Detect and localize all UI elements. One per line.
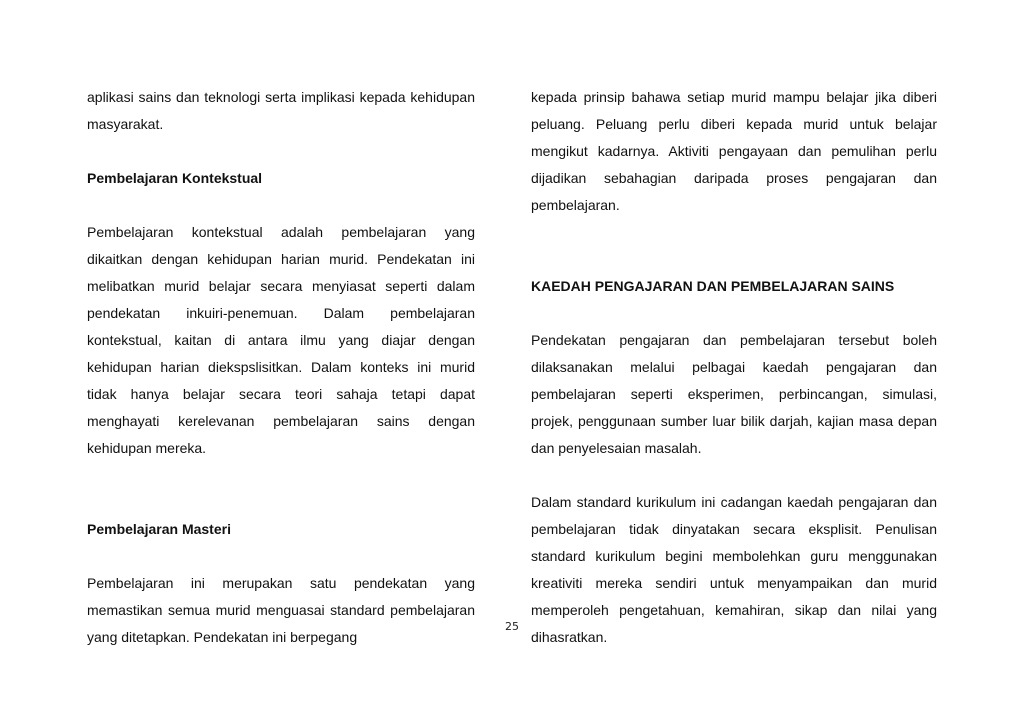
paragraph-kaedah-1: Pendekatan pengajaran dan pembelajaran tersebut boleh dilaksanakan melalui pelbagai kaedah pengajaran dan pembelajaran seperti eksperimen, perbincangan, simulasi, projek, penggunaan sumber luar bilik darjah, kajian masa depan dan penyelesaian masalah. [531,332,937,456]
spacer [87,192,475,219]
paragraph-intro: aplikasi sains dan teknologi serta implikasi kepada kehidupan masyarakat. [87,89,475,132]
heading-kaedah: KAEDAH PENGAJARAN DAN PEMBELAJARAN SAINS [531,278,895,294]
spacer [87,543,475,570]
paragraph-kontekstual: Pembelajaran kontekstual adalah pembelajaran yang dikaitkan dengan kehidupan harian murid. Pendekatan ini melibatkan murid belajar secara menyiasat seperti dalam pendekatan inkuiri-penemuan. Dalam pembelajaran kontekstual, kaitan di antara ilmu yang diajar dengan kehidupan harian diekspslisitkan. Dalam konteks ini murid tidak hanya belajar secara teori sahaja tetapi dapat menghayati kerelevanan pembelajaran sains dengan kehidupan mereka. [87,224,475,456]
right-column [531,84,937,651]
paragraph-kaedah-2: Dalam standard kurikulum ini cadangan kaedah pengajaran dan pembelajaran tidak dinyatakan secara eksplisit. Penulisan standard kurikulum begini membolehkan guru menggunakan kreativiti mereka sendiri untuk menyampaikan dan murid memperoleh pengetahuan, kemahiran, sikap dan nilai yang dihasratkan. [531,494,937,645]
page-number: 25 [505,620,519,633]
paragraph-continuation: kepada prinsip bahawa setiap murid mampu belajar jika diberi peluang. Peluang perlu diberi kepada murid untuk belajar mengikut kadarnya. Aktiviti pengayaan dan pemulihan perlu dijadikan sebahagian daripada proses pengajaran dan pembelajaran. [531,89,937,213]
paragraph-masteri: Pembelajaran ini merupakan satu pendekatan yang memastikan semua murid menguasai standard pembelajaran yang ditetapkan. Pendekatan ini berpegang [87,575,475,645]
heading-kontekstual: Pembelajaran Kontekstual [87,170,263,186]
spacer [87,138,475,165]
spacer [531,462,937,489]
spacer [531,300,937,327]
spacer [531,219,937,273]
heading-masteri: Pembelajaran Masteri [87,521,231,537]
spacer [87,462,475,516]
left-column [87,84,475,651]
